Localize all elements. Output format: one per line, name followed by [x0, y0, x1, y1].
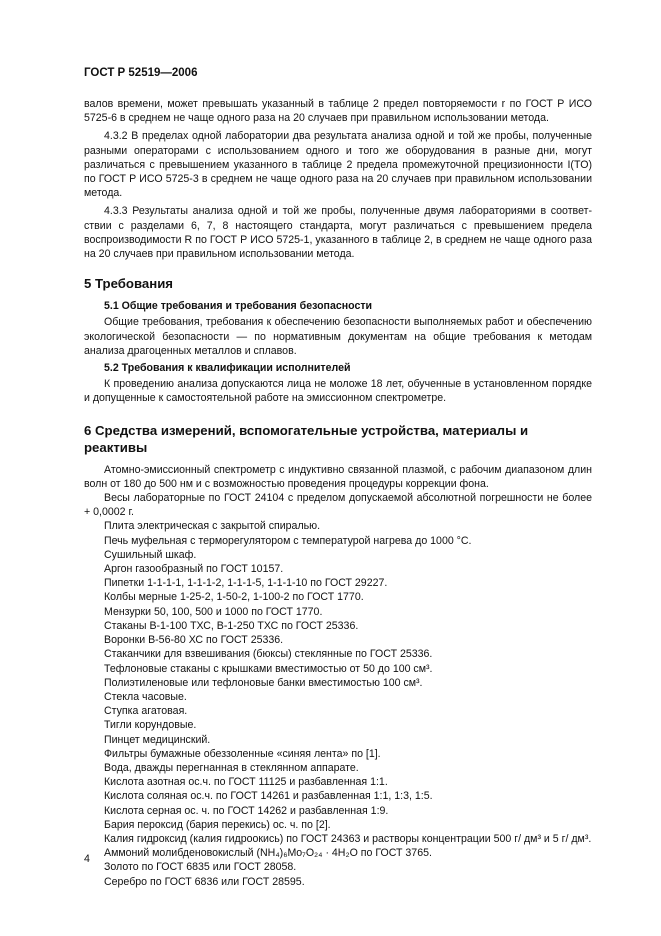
section-5-title: 5 Требования [84, 276, 174, 292]
list-item: Стаканы В-1-100 ТХС, В-1-250 ТХС по ГОСТ 25336. [104, 619, 359, 632]
equipment-list [84, 519, 592, 888]
list-item: Бария пероксид (бария перекись) ос. ч. по [2]. [104, 818, 331, 831]
list-item: Аргон газообразный по ГОСТ 10157. [104, 563, 284, 576]
list-item: Полиэтиленовые или тефлоновые банки вместимостью 100 см³. [104, 676, 423, 689]
list-item: Кислота серная ос. ч. по ГОСТ 14262 и разбавленная 1:9. [104, 804, 389, 817]
list-item: Стекла часовые. [104, 690, 187, 703]
list-item: Стаканчики для взвешивания (бюксы) стеклянные по ГОСТ 25336. [104, 648, 433, 661]
subsection-5-2-title: 5.2 Требования к квалификации исполнителей [104, 362, 351, 375]
clause-4-3-3: 4.3.3 Результаты анализа одной и той же пробы, полученные двумя лабораториями в соответствии с разделами 6, 7, 8 настоящего стандарта, могут различаться с превышением предела воспроизводимости R по ГОСТ Р ИСО 5725-1, указанного в таблице 2, в среднем не чаще одного раза на 20 случаев при правильном использовании метода. [84, 205, 592, 261]
list-item: Фильтры бумажные обеззоленные «синяя лента» по [1]. [104, 747, 381, 760]
list-item: Пипетки 1-1-1-1, 1-1-1-2, 1-1-1-5, 1-1-1-10 по ГОСТ 29227. [104, 577, 388, 590]
list-item: Плита электрическая с закрытой спиралью. [104, 520, 321, 533]
clause-4-3-2: 4.3.2 В пределах одной лаборатории два результата анализа одной и той же пробы, полученные разными операторами с использованием одного и того же оборудования в разные дни, могут различаться с превышением указанного в таблице 2 предела промежуточной прецизионности I(TO) по ГОСТ Р ИСО 5725-3 в среднем не чаще одного раза на 20 случаев при правильном использовании метода. [84, 130, 592, 200]
page-number: 4 [84, 853, 90, 865]
list-item: Золото по ГОСТ 6835 или ГОСТ 28058. [104, 861, 297, 874]
list-item: Мензурки 50, 100, 500 и 1000 по ГОСТ 1770. [104, 605, 323, 618]
document-code: ГОСТ Р 52519—2006 [84, 67, 198, 79]
subsection-5-1-text: Общие требования, требования к обеспечению безопасности выполняемых работ и обеспечению экологической безопасности — по нормативным документам на общие требования к методам анализа драгоценных металлов и сплавов. [84, 316, 592, 357]
list-item: Печь муфельная с терморегулятором с температурой нагрева до 1000 °С. [104, 534, 472, 547]
section-6-paragraph-2: Весы лабораторные по ГОСТ 24104 с пределом допускаемой абсолютной погрешности не более + 0,0002 г. [84, 492, 592, 519]
list-item: Аммоний молибденовокислый (NH₄)₆Mo₇O₂₄ · 4H₂O по ГОСТ 3765. [104, 847, 432, 860]
list-item: Пинцет медицинский. [104, 733, 211, 746]
list-item: Кислота азотная ос.ч. по ГОСТ 11125 и разбавленная 1:1. [104, 776, 388, 789]
intro-paragraph-1: валов времени, может превышать указанный в таблице 2 предел повторяемости r по ГОСТ Р ИСО 5725-6 в среднем не чаще одного раза на 20 случаев при правильном использовании метода. [84, 98, 592, 125]
list-item: Серебро по ГОСТ 6836 или ГОСТ 28595. [104, 875, 305, 888]
list-item: Тефлоновые стаканы с крышками вместимостью от 50 до 100 см³. [104, 662, 433, 675]
list-item: Тигли корундовые. [104, 719, 197, 732]
section-6-paragraph-1: Атомно-эмиссионный спектрометр с индуктивно связанной плазмой, с рабочим диапазоном длин волн от 180 до 500 нм и с возможностью проведения процедуры коррекции фона. [84, 463, 592, 490]
list-item: Ступка агатовая. [104, 705, 188, 718]
list-item: Вода, дважды перегнанная в стеклянном аппарате. [104, 761, 359, 774]
list-item: Калия гидроксид (калия гидроокись) по ГОСТ 24363 и растворы концентрации 500 г/ дм³ и 5 г/ дм³. [104, 832, 592, 845]
list-item: Сушильный шкаф. [104, 548, 197, 561]
list-item: Воронки В-56-80 ХС по ГОСТ 25336. [104, 634, 284, 647]
subsection-5-1-title: 5.1 Общие требования и требования безопасности [104, 300, 373, 313]
subsection-5-2-text: К проведению анализа допускаются лица не моложе 18 лет, обученные в установленном порядке и допущенные к самостоятельной работе на эмиссионном спектрометре. [84, 378, 592, 405]
section-6-title: 6 Средства измерений, вспомогательные устройства, материалы и реактивы [84, 422, 529, 455]
list-item: Кислота соляная ос.ч. по ГОСТ 14261 и разбавленная 1:1, 1:3, 1:5. [104, 790, 433, 803]
list-item: Колбы мерные 1-25-2, 1-50-2, 1-100-2 по ГОСТ 1770. [104, 591, 364, 604]
page-content [84, 97, 592, 889]
